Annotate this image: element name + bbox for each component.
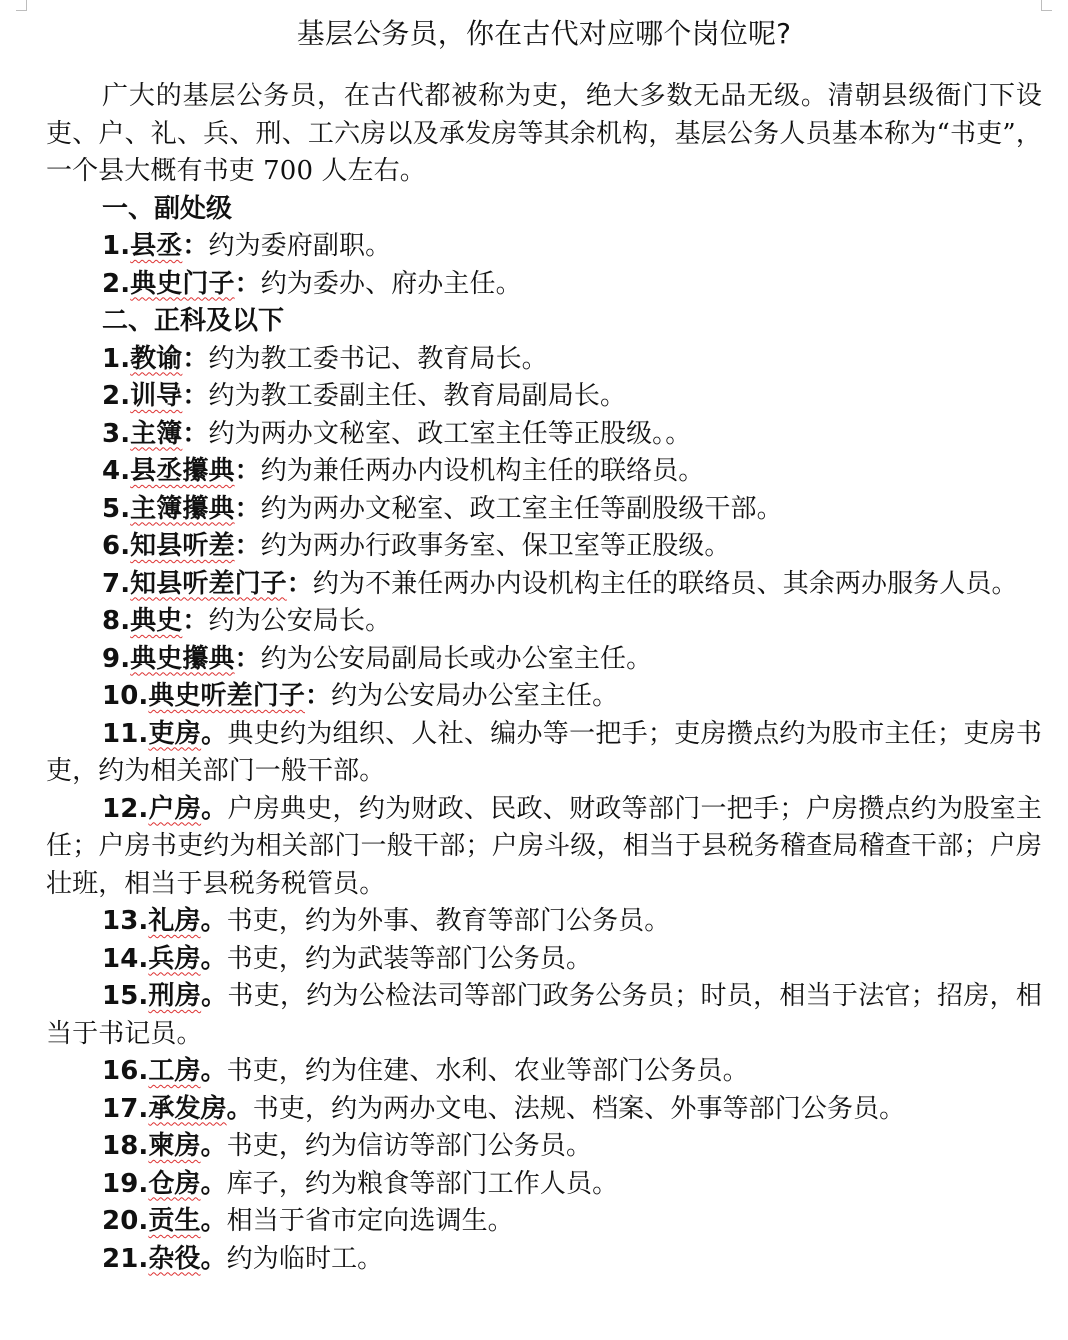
entry-separator: 。 (201, 718, 228, 749)
entry-item (46, 641, 1042, 679)
entry-term: 主簿 (130, 418, 183, 449)
entry-description: 约为公安局长。 (208, 606, 392, 636)
entry-separator: ： (234, 531, 261, 561)
document-page (46, 14, 1042, 1278)
entry-number: 15. (102, 981, 149, 1011)
entry-item (46, 978, 1042, 1053)
entry-item (46, 791, 1042, 904)
entry-separator: ： (234, 643, 261, 674)
entry-item (46, 416, 1042, 454)
entry-separator: 。 (200, 1168, 227, 1199)
entry-number: 19. (102, 1168, 149, 1199)
entry-description: 典史约为组织、人社、编办等一把手；吏房攒点约为股市主任；吏房书吏，约为相关部门一般干部。 (46, 718, 1042, 786)
entry-item (46, 941, 1042, 979)
entry-separator: 。 (226, 1093, 253, 1124)
entry-term: 仓房 (148, 1168, 201, 1199)
entry-separator: 。 (200, 943, 227, 974)
entry-number: 13. (102, 906, 149, 936)
entry-number: 7. (102, 568, 131, 599)
entry-separator: 。 (200, 1206, 227, 1236)
intro-paragraph: 广大的基层公务员，在古代都被称为吏，绝大多数无品无级。清朝县级衙门下设吏、户、礼、兵、刑、工六房以及承发房等其余机构，基层公务人员基本称为“书吏”，一个县大概有书吏 700 人左右。 (46, 81, 1042, 186)
entry-description: 约为公安局办公室主任。 (331, 681, 619, 711)
entry-separator: ： (182, 343, 209, 374)
entry-term: 杂役 (148, 1243, 201, 1274)
entry-term: 典史听差门子 (148, 681, 305, 711)
entry-number: 17. (102, 1093, 149, 1124)
entry-description: 约为两办文秘室、政工室主任等正股级。。 (208, 418, 692, 449)
entry-term: 知县听差门子 (130, 568, 287, 599)
entry-item (46, 716, 1042, 791)
entry-term: 知县听差 (130, 531, 235, 561)
entry-separator: 。 (200, 1131, 227, 1161)
entry-item (46, 266, 1042, 304)
entry-item (46, 1203, 1042, 1241)
entry-term: 刑房 (148, 981, 202, 1011)
entry-separator: 。 (201, 981, 228, 1011)
entry-item (46, 566, 1042, 604)
entry-description: 约为不兼任两办内设机构主任的联络员、其余两办服务人员。 (312, 568, 1018, 599)
entry-description: 约为委办、府办主任。 (260, 268, 522, 299)
entry-number: 9. (102, 643, 131, 674)
entry-number: 10. (102, 681, 149, 711)
entry-number: 1. (102, 343, 131, 374)
entry-term: 吏房 (148, 718, 202, 749)
entry-list (46, 228, 1042, 303)
entry-description: 约为两办文秘室、政工室主任等副股级干部。 (260, 493, 783, 524)
entry-item (46, 341, 1042, 379)
entry-separator: ： (234, 493, 261, 524)
entry-number: 3. (102, 418, 131, 449)
entry-separator: ： (234, 268, 261, 299)
entry-term: 工房 (148, 1056, 201, 1086)
entry-description: 户房典史，约为财政、民政、财政等部门一把手；户房攒点约为股室主任；户房书吏约为相关部门一般干部；户房斗级，相当于县税务稽查局稽查干部；户房壮班，相当于县税务税管员。 (46, 793, 1042, 899)
entry-description: 书吏，约为武装等部门公务员。 (226, 943, 593, 974)
entry-term: 主簿攥典 (130, 493, 235, 524)
entry-item (46, 491, 1042, 529)
entry-number: 2. (102, 268, 131, 299)
entry-description: 书吏，约为外事、教育等部门公务员。 (226, 906, 671, 936)
entry-separator: ： (182, 418, 209, 449)
entry-term: 承发房 (148, 1093, 227, 1124)
entry-number: 20. (102, 1206, 149, 1236)
page-corner-mark-left (16, 0, 27, 11)
entry-description: 约为委府副职。 (208, 231, 392, 261)
entry-description: 库子，约为粮食等部门工作人员。 (226, 1168, 619, 1199)
entry-term: 户房 (148, 793, 202, 824)
entry-separator: 。 (200, 906, 227, 936)
entry-item (46, 903, 1042, 941)
entry-item (46, 1053, 1042, 1091)
entry-number: 2. (102, 381, 131, 411)
entry-description: 书吏，约为两办文电、法规、档案、外事等部门公务员。 (252, 1093, 906, 1124)
entry-item (46, 1241, 1042, 1279)
entry-item (46, 528, 1042, 566)
entry-number: 5. (102, 493, 131, 524)
entry-description: 书吏，约为信访等部门公务员。 (226, 1131, 593, 1161)
entry-description: 约为兼任两办内设机构主任的联络员。 (260, 456, 705, 486)
entry-term: 柬房 (148, 1131, 201, 1161)
entry-description: 约为教工委书记、教育局长。 (208, 343, 548, 374)
entry-number: 14. (102, 943, 149, 974)
section-heading: 二、正科及以下 (102, 306, 285, 336)
entry-number: 8. (102, 606, 131, 636)
entry-term: 典史门子 (130, 268, 235, 299)
entry-separator: 。 (201, 793, 228, 824)
entry-term: 典史攥典 (130, 643, 235, 674)
entry-term: 贡生 (148, 1206, 201, 1236)
section-section-level (46, 303, 1042, 1278)
entry-number: 1. (102, 231, 131, 261)
entry-separator: ： (182, 231, 209, 261)
document-title: 基层公务员，你在古代对应哪个岗位呢? (296, 17, 792, 50)
entry-description: 相当于省市定向选调生。 (226, 1206, 514, 1236)
entry-term: 县丞攥典 (130, 456, 235, 486)
entry-separator: ： (304, 681, 332, 711)
entry-term: 典史 (130, 606, 183, 636)
entry-separator: ： (286, 568, 313, 599)
entry-term: 县丞 (130, 231, 183, 261)
entry-number: 18. (102, 1131, 149, 1161)
entry-description: 约为临时工。 (226, 1243, 384, 1274)
entry-number: 6. (102, 531, 131, 561)
entry-description: 书吏，约为住建、水利、农业等部门公务员。 (226, 1056, 749, 1086)
entry-term: 训导 (130, 381, 183, 411)
entry-number: 16. (102, 1056, 149, 1086)
entry-item (46, 453, 1042, 491)
entry-description: 约为两办行政事务室、保卫室等正股级。 (260, 531, 731, 561)
entry-separator: ： (182, 606, 209, 636)
entry-item (46, 678, 1042, 716)
entry-item (46, 378, 1042, 416)
entry-number: 4. (102, 456, 131, 486)
entry-separator: 。 (200, 1056, 227, 1086)
entry-separator: 。 (200, 1243, 227, 1274)
entry-item (46, 228, 1042, 266)
entry-number: 21. (102, 1243, 149, 1274)
section-deputy-division (46, 191, 1042, 304)
entry-item (46, 1166, 1042, 1204)
entry-description: 约为公安局副局长或办公室主任。 (260, 643, 653, 674)
entry-number: 11. (102, 718, 149, 749)
entry-list (46, 341, 1042, 1279)
entry-item (46, 1091, 1042, 1129)
entry-item (46, 1128, 1042, 1166)
entry-term: 兵房 (148, 943, 201, 974)
page-corner-mark-right (1041, 0, 1052, 11)
entry-separator: ： (234, 456, 261, 486)
entry-term: 教谕 (130, 343, 183, 374)
section-heading: 一、副处级 (102, 193, 233, 224)
entry-item (46, 603, 1042, 641)
entry-number: 12. (102, 793, 149, 824)
entry-separator: ： (182, 381, 209, 411)
entry-term: 礼房 (148, 906, 201, 936)
entry-description: 书吏，约为公检法司等部门政务公务员；时员，相当于法官；招房，相当于书记员。 (46, 981, 1042, 1049)
entry-description: 约为教工委副主任、教育局副局长。 (208, 381, 627, 411)
